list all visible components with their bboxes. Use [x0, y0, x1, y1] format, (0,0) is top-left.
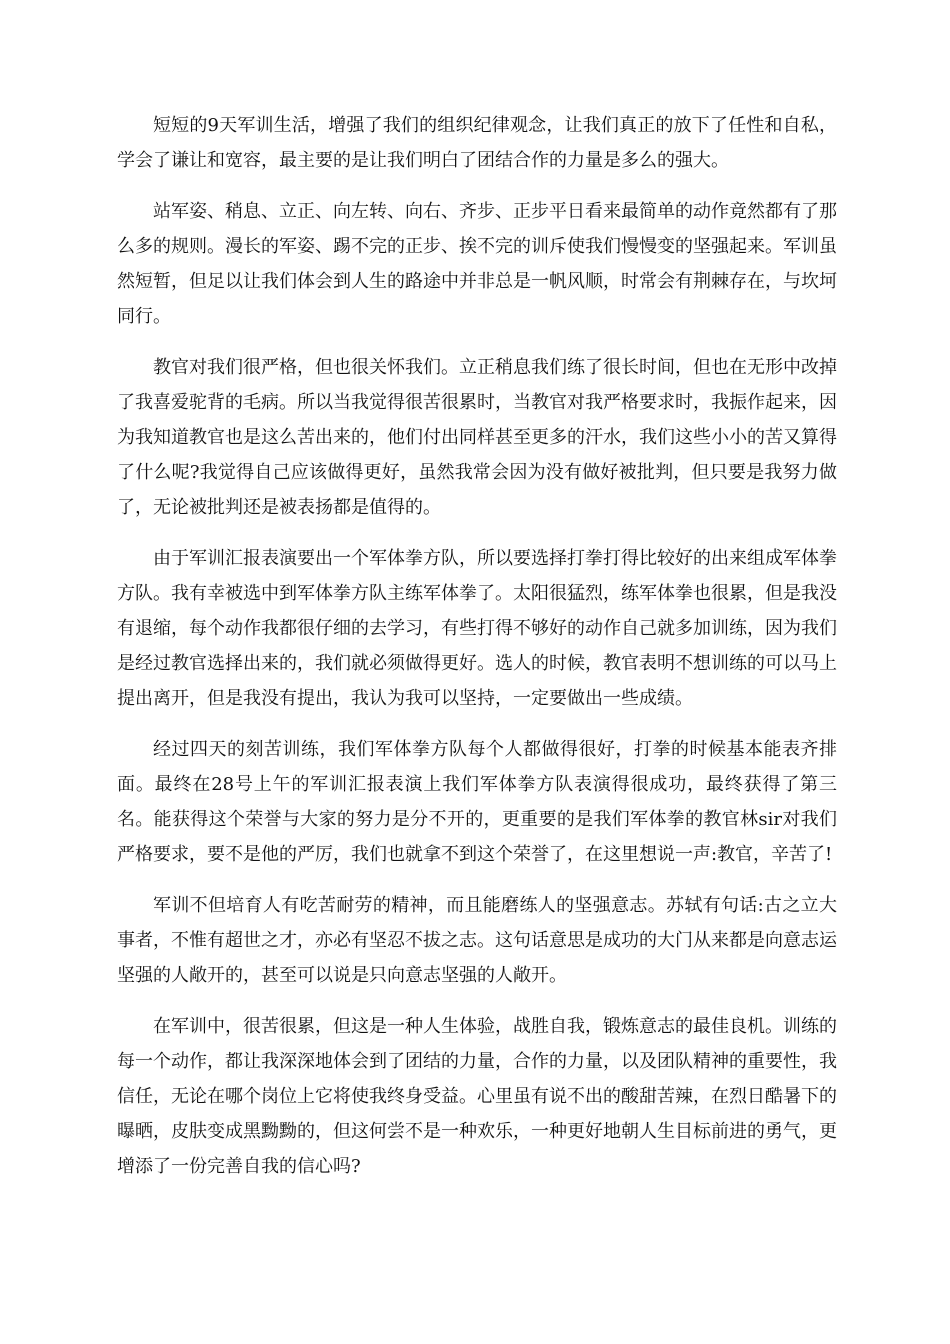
paragraph-6: 军训不但培育人有吃苦耐劳的精神，而且能磨练人的坚强意志。苏轼有句话:古之立大事者，不惟有超世之才，亦必有坚忍不拔之志。这句话意思是成功的大门从来都是向意志运坚强的人敞开的，甚至可以说是只向意志坚强的人敞开。: [117, 895, 837, 986]
paragraph-2: 站军姿、稍息、立正、向左转、向右、齐步、正步平日看来最简单的动作竟然都有了那么多的规则。漫长的军姿、踢不完的正步、挨不完的训斥使我们慢慢变的坚强起来。军训虽然短暂，但足以让我们体会到人生的路途中并非总是一帆风顺，时常会有荆棘存在，与坎坷同行。: [117, 201, 837, 327]
paragraph-5: 经过四天的刻苦训练，我们军体拳方队每个人都做得很好，打拳的时候基本能表齐排面。最终在28号上午的军训汇报表演上我们军体拳方队表演得很成功，最终获得了第三名。能获得这个荣誉与大家的努力是分不开的，更重要的是我们军体拳的教官林sir对我们严格要求，要不是他的严厉，我们也就拿不到这个荣誉了，在这里想说一声:教官，辛苦了!: [117, 739, 837, 865]
document-body: [117, 108, 837, 1184]
paragraph-1: 短短的9天军训生活，增强了我们的组织纪律观念，让我们真正的放下了任性和自私，学会了谦让和宽容，最主要的是让我们明白了团结合作的力量是多么的强大。: [117, 115, 837, 171]
paragraph-3: 教官对我们很严格，但也很关怀我们。立正稍息我们练了很长时间，但也在无形中改掉了我喜爱驼背的毛病。所以当我觉得很苦很累时，当教官对我严格要求时，我振作起来，因为我知道教官也是这么苦出来的，他们付出同样甚至更多的汗水，我们这些小小的苦又算得了什么呢?我觉得自己应该做得更好，虽然我常会因为没有做好被批判，但只要是我努力做了，无论被批判还是被表扬都是值得的。: [117, 357, 837, 518]
paragraph-4: 由于军训汇报表演要出一个军体拳方队，所以要选择打拳打得比较好的出来组成军体拳方队。我有幸被选中到军体拳方队主练军体拳了。太阳很猛烈，练军体拳也很累，但是我没有退缩，每个动作我都很仔细的去学习，有些打得不够好的动作自己就多加训练，因为我们是经过教官选择出来的，我们就必须做得更好。选人的时候，教官表明不想训练的可以马上提出离开，但是我没有提出，我认为我可以坚持，一定要做出一些成绩。: [117, 548, 837, 709]
paragraph-7: 在军训中，很苦很累，但这是一种人生体验，战胜自我，锻炼意志的最佳良机。训练的每一个动作，都让我深深地体会到了团结的力量，合作的力量，以及团队精神的重要性，我信任，无论在哪个岗位上它将使我终身受益。心里虽有说不出的酸甜苦辣，在烈日酷暑下的曝晒，皮肤变成黑黝黝的，但这何尝不是一种欢乐，一种更好地朝人生目标前进的勇气，更增添了一份完善自我的信心吗?: [117, 1016, 837, 1177]
